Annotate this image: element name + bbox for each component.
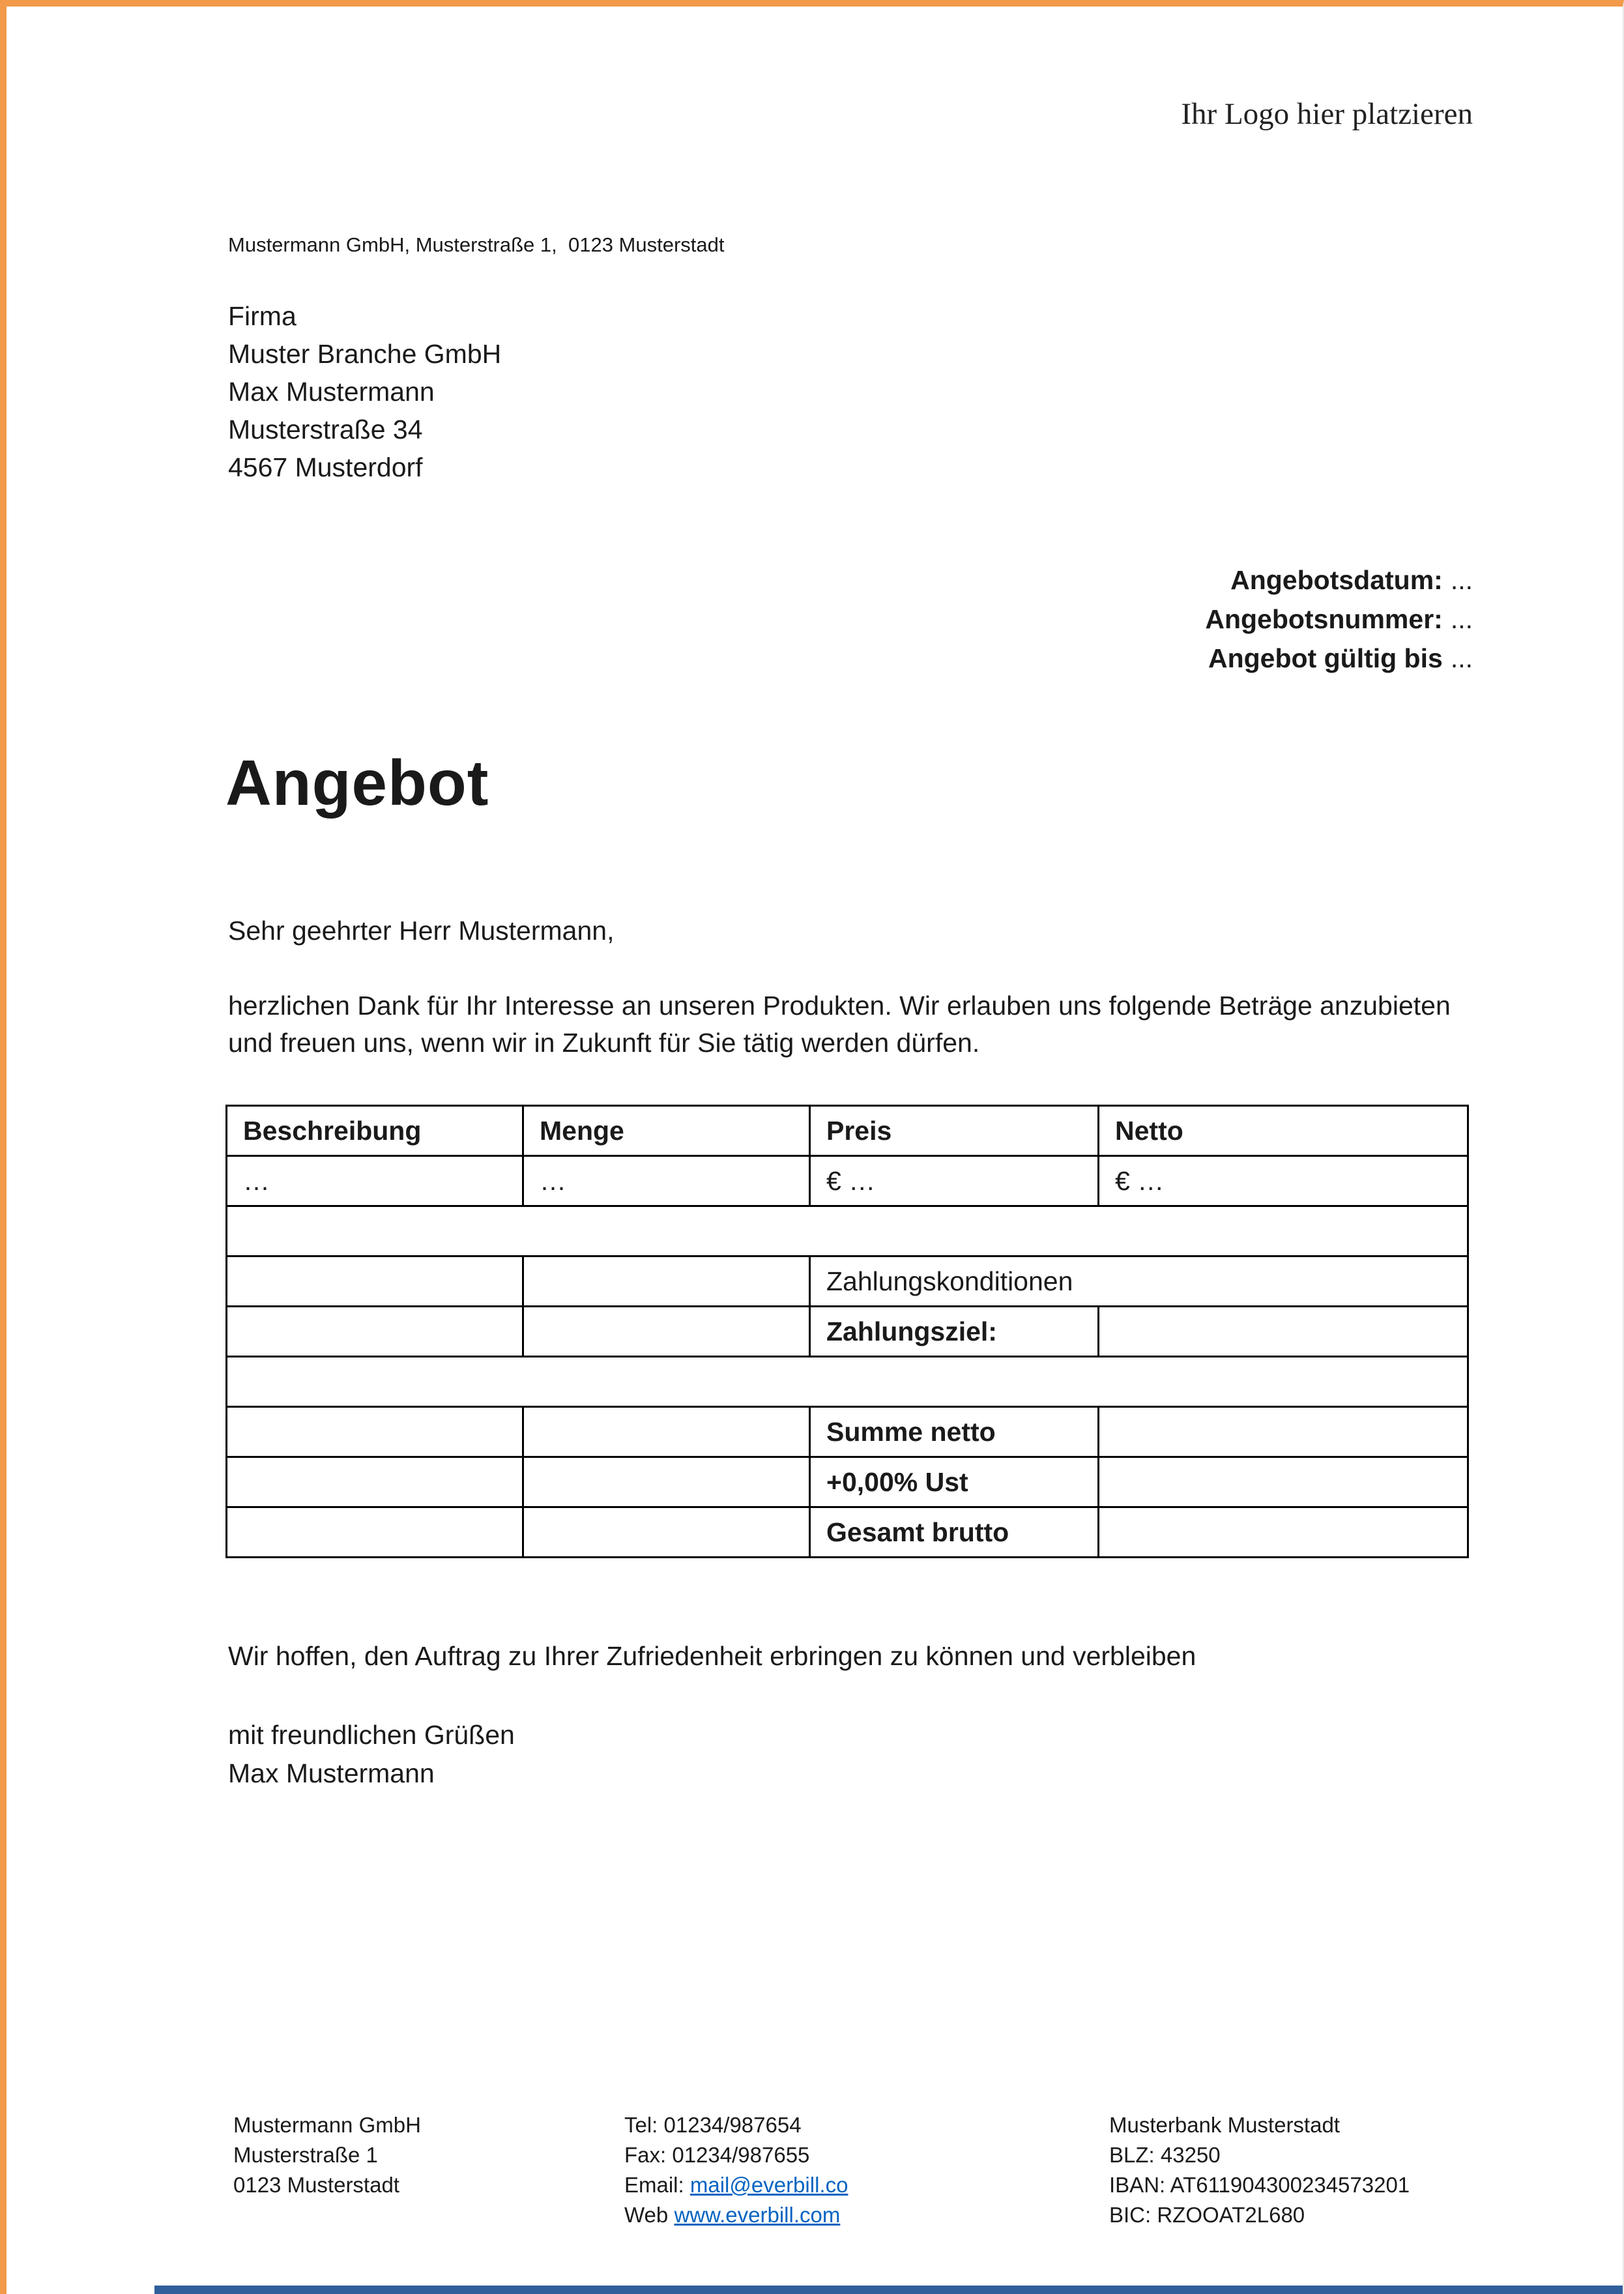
item-row bbox=[227, 1156, 1468, 1206]
empty-cell bbox=[227, 1256, 523, 1307]
meta-gueltig-bis-label: Angebot gültig bis bbox=[1208, 643, 1443, 673]
recipient-line-company-label: Firma bbox=[228, 301, 297, 331]
footer-fax: Fax: 01234/987655 bbox=[624, 2143, 810, 2167]
footer-web-label: Web bbox=[624, 2203, 674, 2227]
meta-gueltig-bis bbox=[1205, 639, 1473, 678]
recipient-line-name: Max Mustermann bbox=[228, 377, 435, 407]
offer-table bbox=[225, 1105, 1469, 1558]
item-menge: … bbox=[523, 1156, 810, 1206]
recipient-line-city: 4567 Musterdorf bbox=[228, 452, 423, 482]
gesamt-brutto-cell: Gesamt brutto bbox=[810, 1507, 1099, 1558]
footer-email-link[interactable]: mail@everbill.co bbox=[689, 2173, 848, 2197]
item-beschreibung: … bbox=[227, 1156, 523, 1206]
summe-netto-value-cell bbox=[1099, 1407, 1468, 1457]
footer-company-city: 0123 Musterstadt bbox=[233, 2173, 399, 2197]
ust-value-cell bbox=[1099, 1457, 1468, 1507]
zahlungskonditionen-row bbox=[227, 1256, 1468, 1307]
empty-cell bbox=[523, 1256, 810, 1307]
header-preis: Preis bbox=[810, 1106, 1099, 1156]
footer-contact-block bbox=[624, 2110, 848, 2230]
zahlungsziel-row bbox=[227, 1307, 1468, 1357]
empty-cell bbox=[523, 1507, 810, 1558]
summe-netto-row bbox=[227, 1407, 1468, 1457]
item-netto: € … bbox=[1099, 1156, 1468, 1206]
meta-angebotsnummer-label: Angebotsnummer: bbox=[1205, 604, 1443, 634]
footer-email-label: Email: bbox=[624, 2173, 690, 2197]
signoff-block bbox=[228, 1716, 515, 1793]
meta-angebotsdatum bbox=[1205, 560, 1473, 600]
header-menge: Menge bbox=[523, 1106, 810, 1156]
intro-paragraph: herzlichen Dank für Ihr Interesse an unseren Produkten. Wir erlauben uns folgende Beträge anzubieten und freuen uns, wenn wir in Zukunft für Sie tätig werden dürfen. bbox=[228, 991, 1451, 1058]
ust-cell: +0,00% Ust bbox=[810, 1457, 1099, 1507]
footer-iban: IBAN: AT611904300234573201 bbox=[1109, 2173, 1410, 2197]
footer-company-block bbox=[233, 2110, 421, 2200]
footer-company-name: Mustermann GmbH bbox=[233, 2113, 421, 2137]
page-title: Angebot bbox=[225, 747, 489, 819]
empty-cell bbox=[227, 1407, 523, 1457]
salutation: Sehr geehrter Herr Mustermann, bbox=[228, 916, 615, 946]
footer-tel: Tel: 01234/987654 bbox=[624, 2113, 802, 2137]
meta-gueltig-bis-value: ... bbox=[1450, 643, 1473, 673]
recipient-address bbox=[228, 297, 501, 486]
spacer-row bbox=[227, 1357, 1468, 1407]
zahlungsziel-cell: Zahlungsziel: bbox=[810, 1307, 1099, 1357]
footer-bic: BIC: RZOOAT2L680 bbox=[1109, 2203, 1305, 2227]
gesamt-brutto-value-cell bbox=[1099, 1507, 1468, 1558]
meta-angebotsdatum-value: ... bbox=[1450, 565, 1473, 595]
header-netto: Netto bbox=[1099, 1106, 1468, 1156]
footer-email-line bbox=[624, 2170, 848, 2200]
footer-company-street: Musterstraße 1 bbox=[233, 2143, 378, 2167]
footer-bank-block bbox=[1109, 2110, 1410, 2230]
spacer-cell bbox=[227, 1357, 1468, 1407]
sender-line: Mustermann GmbH, Musterstraße 1, 0123 Musterstadt bbox=[228, 233, 725, 256]
empty-cell bbox=[523, 1457, 810, 1507]
empty-cell bbox=[523, 1407, 810, 1457]
zahlungskonditionen-cell: Zahlungskonditionen bbox=[810, 1256, 1468, 1307]
bottom-accent-bar bbox=[154, 2286, 1623, 2294]
footer-web-link[interactable]: www.everbill.com bbox=[674, 2203, 841, 2227]
empty-cell bbox=[227, 1507, 523, 1558]
zahlungsziel-value-cell bbox=[1099, 1307, 1468, 1357]
footer-web-line bbox=[624, 2200, 848, 2230]
regards-line: mit freundlichen Grüßen bbox=[228, 1720, 515, 1750]
meta-angebotsnummer-value: ... bbox=[1450, 604, 1473, 634]
header-beschreibung: Beschreibung bbox=[227, 1106, 523, 1156]
empty-cell bbox=[523, 1307, 810, 1357]
spacer-row bbox=[227, 1206, 1468, 1256]
offer-meta bbox=[1205, 560, 1473, 678]
ust-row bbox=[227, 1457, 1468, 1507]
table-header-row bbox=[227, 1106, 1468, 1156]
logo-placeholder: Ihr Logo hier platzieren bbox=[1181, 97, 1473, 131]
meta-angebotsnummer bbox=[1205, 600, 1473, 639]
meta-angebotsdatum-label: Angebotsdatum: bbox=[1230, 565, 1443, 595]
gesamt-brutto-row bbox=[227, 1507, 1468, 1558]
signature-name: Max Mustermann bbox=[228, 1758, 435, 1788]
footer-bank-name: Musterbank Musterstadt bbox=[1109, 2113, 1340, 2137]
item-preis: € … bbox=[810, 1156, 1099, 1206]
empty-cell bbox=[227, 1307, 523, 1357]
spacer-cell bbox=[227, 1206, 1468, 1256]
closing-paragraph: Wir hoffen, den Auftrag zu Ihrer Zufriedenheit erbringen zu können und verbleiben bbox=[228, 1641, 1196, 1671]
footer-blz: BLZ: 43250 bbox=[1109, 2143, 1221, 2167]
recipient-line-street: Musterstraße 34 bbox=[228, 414, 423, 444]
summe-netto-cell: Summe netto bbox=[810, 1407, 1099, 1457]
recipient-line-company: Muster Branche GmbH bbox=[228, 339, 502, 369]
empty-cell bbox=[227, 1457, 523, 1507]
